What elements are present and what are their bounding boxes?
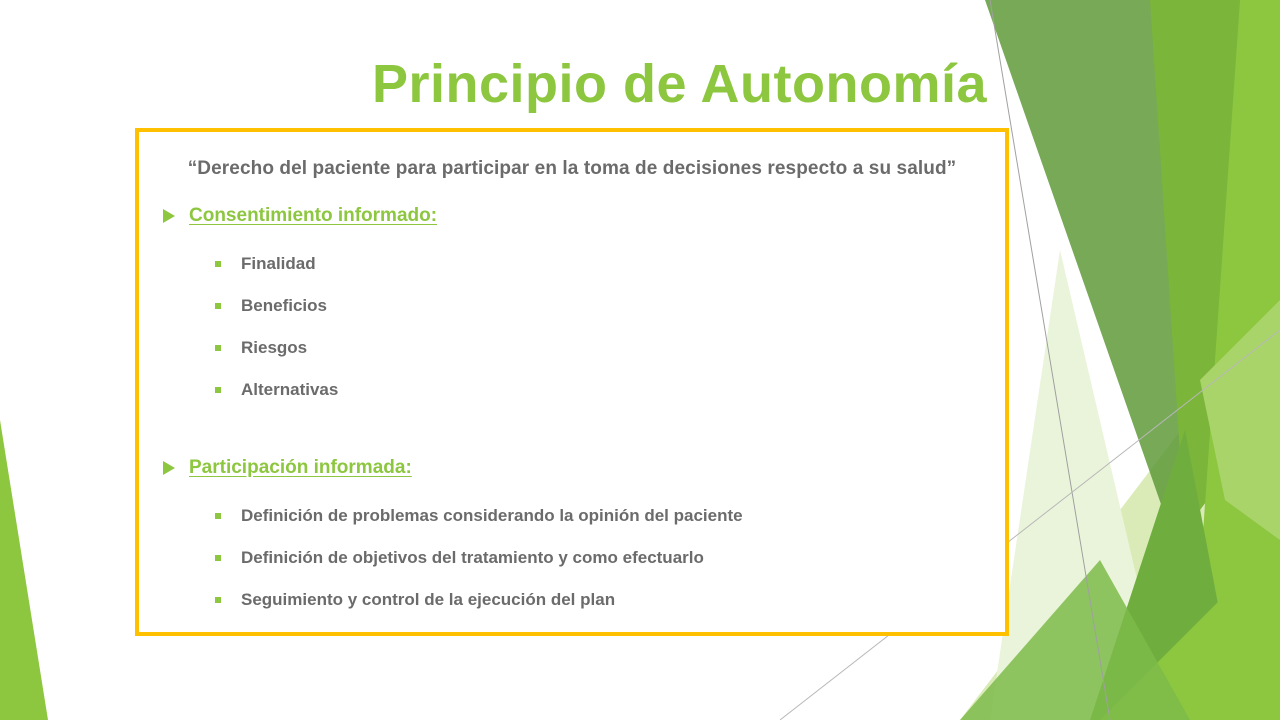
right-triangle-icon [163, 461, 175, 475]
list-item-text: Alternativas [241, 380, 339, 399]
list-item-text: Beneficios [241, 296, 327, 315]
list-item [163, 243, 437, 285]
list-item-text: Definición de problemas considerando la opinión del paciente [241, 506, 743, 525]
square-bullet-icon [215, 303, 221, 309]
section-heading [163, 454, 743, 482]
list-item-text: Finalidad [241, 254, 316, 273]
page-title: Principio de Autonomía [372, 54, 988, 114]
content-box [135, 128, 1009, 636]
list-item [163, 579, 743, 621]
section-heading [163, 202, 437, 230]
list-item [163, 495, 743, 537]
section-consentimiento [163, 202, 437, 411]
list-item-text: Riesgos [241, 338, 308, 357]
list-item [163, 285, 437, 327]
square-bullet-icon [215, 555, 221, 561]
square-bullet-icon [215, 345, 221, 351]
square-bullet-icon [215, 597, 221, 603]
list-item-text: Seguimiento y control de la ejecución del plan [241, 590, 616, 609]
square-bullet-icon [215, 387, 221, 393]
list-item-text: Definición de objetivos del tratamiento y como efectuarlo [241, 548, 704, 567]
square-bullet-icon [215, 261, 221, 267]
left-green-sliver [0, 420, 48, 720]
item-list [163, 243, 437, 411]
section-participacion [163, 454, 743, 621]
definition-quote: “Derecho del paciente para participar en la toma de decisiones respecto a su salud” [187, 158, 957, 179]
item-list [163, 495, 743, 621]
list-item [163, 537, 743, 579]
square-bullet-icon [215, 513, 221, 519]
list-item [163, 327, 437, 369]
right-triangle-icon [163, 209, 175, 223]
section-title: Consentimiento informado: [189, 205, 438, 226]
section-title: Participación informada: [189, 457, 412, 478]
list-item [163, 369, 437, 411]
